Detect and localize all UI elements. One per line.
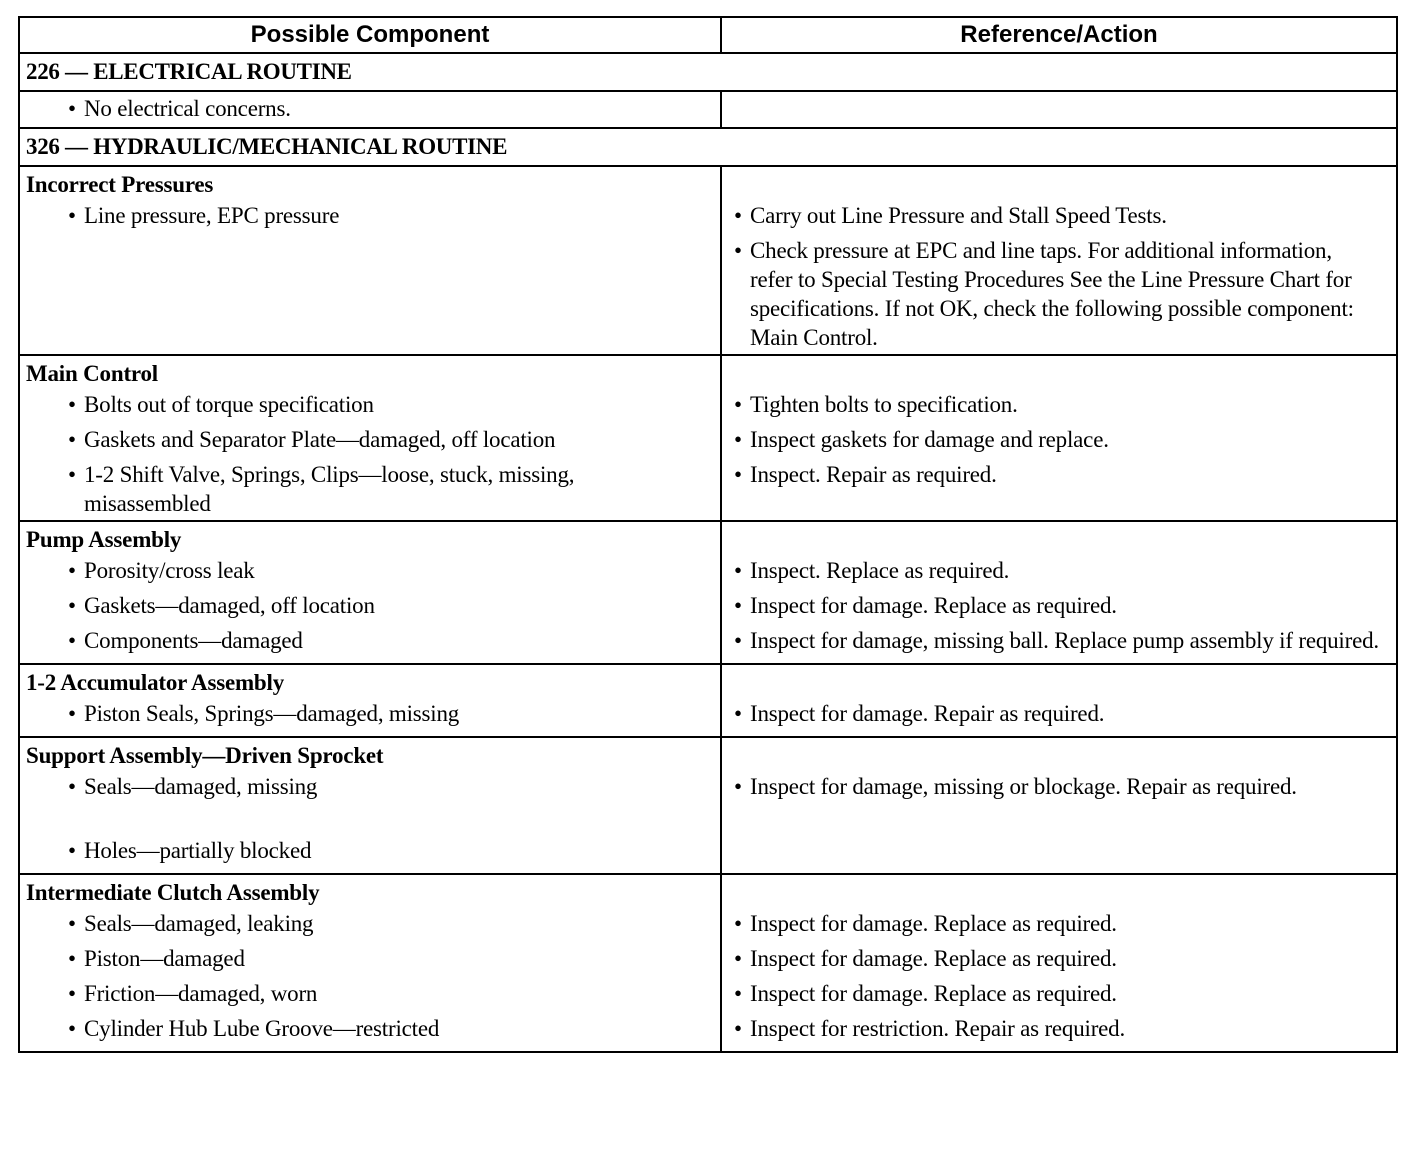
component-item: • Gaskets—damaged, off location — [26, 591, 714, 626]
component-item: • Gaskets and Separator Plate—damaged, off location — [26, 425, 714, 460]
component-item: • Components—damaged — [26, 626, 714, 661]
group-title: Incorrect Pressures — [26, 172, 214, 197]
group-row-intermediate-clutch — [19, 874, 1397, 1052]
group-title: 1-2 Accumulator Assembly — [26, 670, 284, 695]
diagnosis-table-page — [18, 16, 1396, 1053]
action-cell — [721, 521, 1397, 664]
action-item: • Inspect for damage. Replace as required. — [728, 944, 1390, 979]
action-item: • Tighten bolts to specification. — [728, 390, 1390, 425]
action-item: • Inspect. Repair as required. — [728, 460, 1390, 495]
group-title: Support Assembly—Driven Sprocket — [26, 743, 384, 768]
action-cell — [721, 737, 1397, 874]
action-item: • Inspect for damage. Replace as required. — [728, 909, 1390, 944]
action-item: • Inspect for damage. Repair as required. — [728, 699, 1390, 734]
action-cell — [721, 664, 1397, 737]
group-row-incorrect-pressures — [19, 166, 1397, 355]
electrical-item-row — [19, 91, 1397, 128]
electrical-item: • No electrical concerns. — [26, 94, 714, 123]
component-cell — [19, 355, 721, 521]
component-item: • Piston—damaged — [26, 944, 714, 979]
group-row-pump-assembly — [19, 521, 1397, 664]
component-cell — [19, 166, 721, 355]
electrical-routine-row — [19, 53, 1397, 91]
component-item: • Line pressure, EPC pressure — [26, 201, 714, 236]
diagnosis-table — [18, 16, 1398, 1053]
group-title: Pump Assembly — [26, 527, 182, 552]
header-row — [19, 17, 1397, 53]
component-cell — [19, 874, 721, 1052]
action-cell — [721, 166, 1397, 355]
electrical-action-cell — [721, 91, 1397, 128]
action-item: • Inspect for restriction. Repair as required. — [728, 1014, 1390, 1049]
action-cell — [721, 874, 1397, 1052]
header-reference-action: Reference/Action — [721, 17, 1397, 53]
component-item: • Seals—damaged, missing — [26, 772, 714, 807]
action-item: • Inspect. Replace as required. — [728, 556, 1390, 591]
component-item: • Friction—damaged, worn — [26, 979, 714, 1014]
component-cell — [19, 521, 721, 664]
component-item: • 1-2 Shift Valve, Springs, Clips—loose, stuck, missing, misassembled — [26, 460, 714, 518]
action-item: • Inspect for damage, missing or blockage. Repair as required. — [728, 772, 1390, 807]
component-item: • Cylinder Hub Lube Groove—restricted — [26, 1014, 714, 1049]
group-row-accumulator-assembly — [19, 664, 1397, 737]
action-cell — [721, 355, 1397, 521]
hydraulic-routine-row — [19, 128, 1397, 166]
action-item: • Inspect for damage. Replace as required. — [728, 591, 1390, 626]
electrical-routine-title: 226 — ELECTRICAL ROUTINE — [19, 53, 1397, 91]
component-cell — [19, 737, 721, 874]
group-title: Main Control — [26, 361, 158, 386]
action-item: • Check pressure at EPC and line taps. For additional information, refer to Special Testing Procedures See the Line Pressure Chart for specifications. If not OK, check the following possible component: Main Control. — [728, 236, 1390, 352]
action-item: • Carry out Line Pressure and Stall Speed Tests. — [728, 201, 1390, 236]
component-item: • Holes—partially blocked — [26, 836, 714, 871]
component-item: • Bolts out of torque specification — [26, 390, 714, 425]
component-item: • Seals—damaged, leaking — [26, 909, 714, 944]
action-item: • Inspect for damage. Replace as required. — [728, 979, 1390, 1014]
electrical-item-cell — [19, 91, 721, 128]
hydraulic-routine-title: 326 — HYDRAULIC/MECHANICAL ROUTINE — [19, 128, 1397, 166]
component-item: • Piston Seals, Springs—damaged, missing — [26, 699, 714, 734]
header-possible-component: Possible Component — [19, 17, 721, 53]
group-title: Intermediate Clutch Assembly — [26, 880, 320, 905]
component-cell — [19, 664, 721, 737]
action-item: • Inspect for damage, missing ball. Replace pump assembly if required. — [728, 626, 1390, 661]
group-row-support-assembly — [19, 737, 1397, 874]
component-item: • Porosity/cross leak — [26, 556, 714, 591]
group-row-main-control — [19, 355, 1397, 521]
action-item: • Inspect gaskets for damage and replace. — [728, 425, 1390, 460]
